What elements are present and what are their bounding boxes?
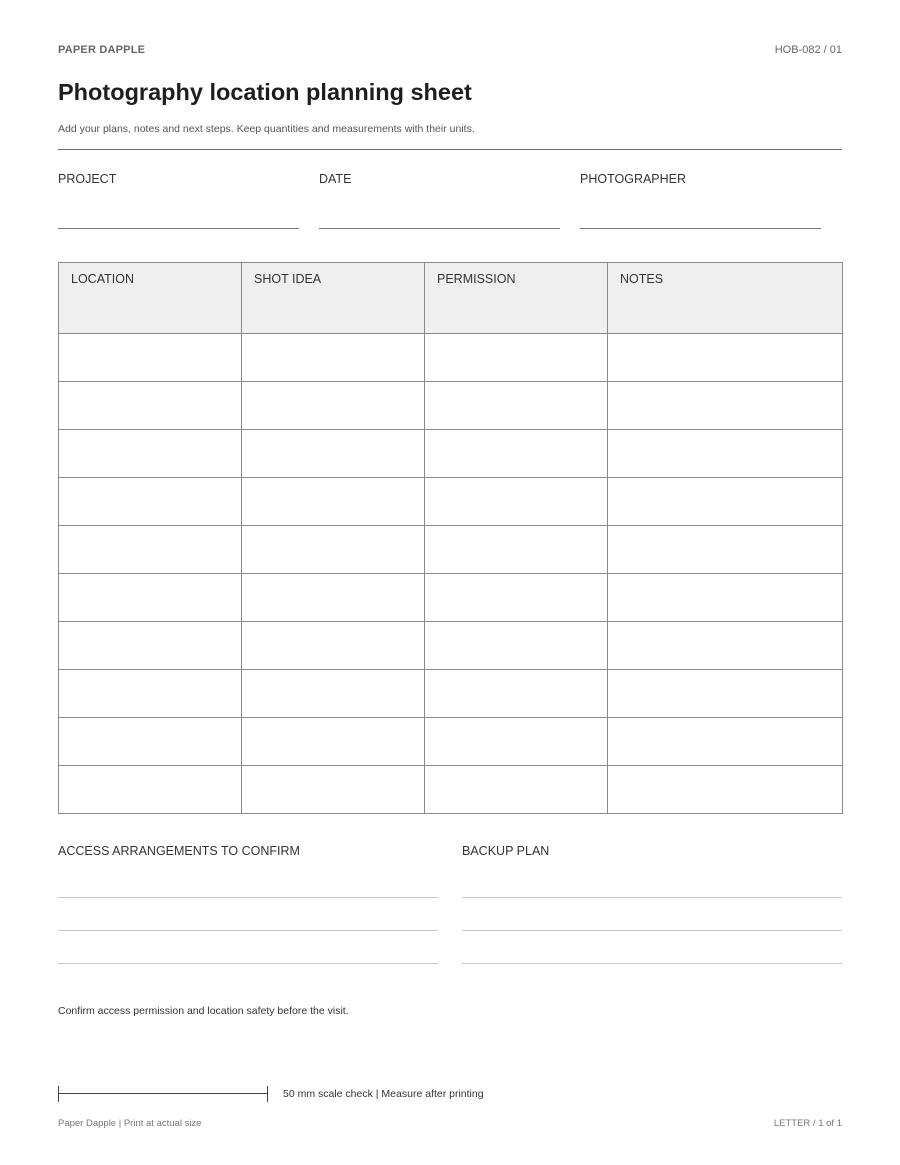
table-row <box>59 718 843 766</box>
worksheet-page <box>58 0 842 1165</box>
footer-page-info: LETTER / 1 of 1 <box>773 1118 842 1129</box>
table-row <box>59 766 843 814</box>
photographer-label: PHOTOGRAPHER <box>580 172 687 186</box>
notes-cell[interactable] <box>608 382 843 430</box>
backup-writing-line[interactable] <box>462 930 842 931</box>
access-writing-line[interactable] <box>58 930 438 931</box>
location-cell[interactable] <box>59 478 242 526</box>
shot-idea-cell[interactable] <box>242 574 425 622</box>
date-entry-line[interactable] <box>319 228 560 229</box>
table-row <box>59 622 843 670</box>
permission-cell[interactable] <box>425 574 608 622</box>
shot-idea-cell[interactable] <box>242 670 425 718</box>
permission-cell[interactable] <box>425 766 608 814</box>
table-row <box>59 574 843 622</box>
notes-cell[interactable] <box>608 430 843 478</box>
notes-cell[interactable] <box>608 622 843 670</box>
access-writing-line[interactable] <box>58 963 438 964</box>
scale-tick-end <box>267 1086 268 1102</box>
table-row <box>59 334 843 382</box>
permission-cell[interactable] <box>425 334 608 382</box>
photographer-entry-line[interactable] <box>580 228 821 229</box>
scale-line <box>58 1093 267 1094</box>
shot-idea-cell[interactable] <box>242 382 425 430</box>
access-arrangements-label: ACCESS ARRANGEMENTS TO CONFIRM <box>58 844 300 858</box>
project-field <box>58 172 299 186</box>
permission-cell[interactable] <box>425 670 608 718</box>
permission-cell[interactable] <box>425 526 608 574</box>
scale-check-label: 50 mm scale check | Measure after printing <box>283 1088 484 1100</box>
scale-check-bar <box>58 1086 268 1102</box>
location-cell[interactable] <box>59 718 242 766</box>
permission-cell[interactable] <box>425 478 608 526</box>
notes-cell[interactable] <box>608 478 843 526</box>
location-cell[interactable] <box>59 766 242 814</box>
table-header-row <box>59 263 843 334</box>
location-cell[interactable] <box>59 574 242 622</box>
scale-tick-start <box>58 1086 59 1102</box>
permission-cell[interactable] <box>425 430 608 478</box>
permission-cell[interactable] <box>425 718 608 766</box>
shot-idea-cell[interactable] <box>242 622 425 670</box>
project-entry-line[interactable] <box>58 228 299 229</box>
column-header-permission: PERMISSION <box>425 263 608 334</box>
header-divider <box>58 149 842 150</box>
permission-cell[interactable] <box>425 382 608 430</box>
photographer-field <box>580 172 821 186</box>
date-label: DATE <box>319 172 352 186</box>
column-header-shot-idea: SHOT IDEA <box>242 263 425 334</box>
shot-idea-cell[interactable] <box>242 478 425 526</box>
notes-cell[interactable] <box>608 574 843 622</box>
column-header-location: LOCATION <box>59 263 242 334</box>
location-cell[interactable] <box>59 526 242 574</box>
table-row <box>59 478 843 526</box>
project-label: PROJECT <box>58 172 117 186</box>
column-header-notes: NOTES <box>608 263 843 334</box>
location-planning-table <box>58 262 843 814</box>
table-row <box>59 526 843 574</box>
safety-note: Confirm access permission and location safety before the visit. <box>58 1005 349 1017</box>
document-id: HOB-082 / 01 <box>774 44 842 56</box>
notes-cell[interactable] <box>608 670 843 718</box>
notes-cell[interactable] <box>608 334 843 382</box>
permission-cell[interactable] <box>425 622 608 670</box>
location-cell[interactable] <box>59 382 242 430</box>
backup-writing-line[interactable] <box>462 963 842 964</box>
notes-cell[interactable] <box>608 766 843 814</box>
page-subtitle: Add your plans, notes and next steps. Keep quantities and measurements with their units. <box>58 123 475 135</box>
backup-plan-label: BACKUP PLAN <box>462 844 550 858</box>
date-field <box>319 172 560 186</box>
page-title: Photography location planning sheet <box>58 79 472 105</box>
location-cell[interactable] <box>59 430 242 478</box>
location-cell[interactable] <box>59 334 242 382</box>
access-writing-line[interactable] <box>58 897 438 898</box>
shot-idea-cell[interactable] <box>242 766 425 814</box>
table-row <box>59 382 843 430</box>
shot-idea-cell[interactable] <box>242 526 425 574</box>
table-row <box>59 430 843 478</box>
notes-cell[interactable] <box>608 526 843 574</box>
shot-idea-cell[interactable] <box>242 334 425 382</box>
footer-left-text: Paper Dapple | Print at actual size <box>58 1118 202 1129</box>
backup-writing-line[interactable] <box>462 897 842 898</box>
brand-name: PAPER DAPPLE <box>58 44 146 56</box>
location-cell[interactable] <box>59 670 242 718</box>
location-cell[interactable] <box>59 622 242 670</box>
shot-idea-cell[interactable] <box>242 430 425 478</box>
shot-idea-cell[interactable] <box>242 718 425 766</box>
notes-cell[interactable] <box>608 718 843 766</box>
table-row <box>59 670 843 718</box>
